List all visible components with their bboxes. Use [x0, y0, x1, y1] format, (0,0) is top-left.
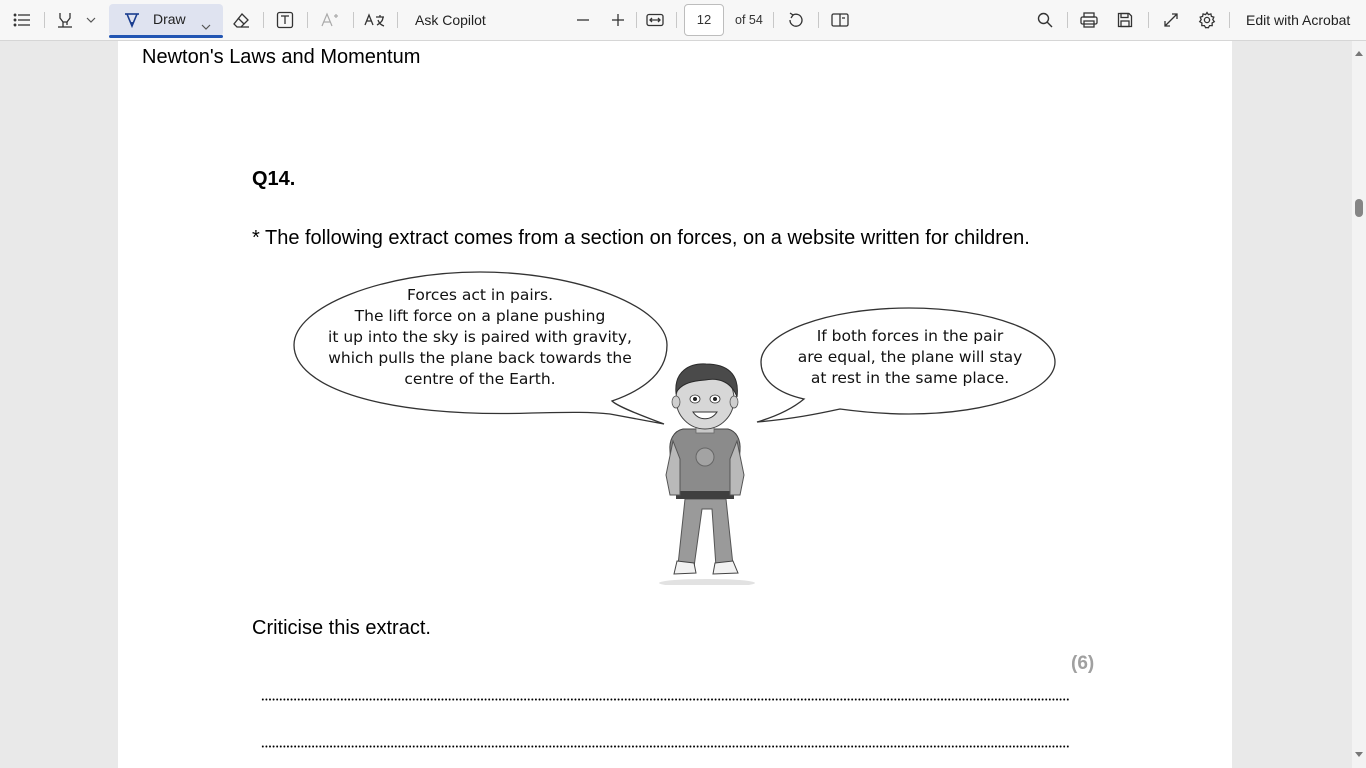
- left-bubble-text: Forces act in pairs. The lift force on a plane pushing it up into the sky is paired with gravity, which pulls the plane back towards the centre of the Earth.: [328, 286, 632, 388]
- right-bubble-text: If both forces in the pair are equal, the plane will stay at rest in the same place.: [797, 327, 1023, 387]
- expand-icon[interactable]: [1160, 0, 1182, 40]
- page-number-input[interactable]: 12: [684, 4, 724, 36]
- gear-icon[interactable]: [1196, 0, 1218, 40]
- text-box-icon[interactable]: [274, 0, 296, 40]
- search-icon[interactable]: [1034, 0, 1056, 40]
- draw-active-indicator: [109, 35, 223, 38]
- edit-with-acrobat-button[interactable]: Edit with Acrobat: [1246, 12, 1351, 28]
- ask-copilot-button[interactable]: Ask Copilot: [415, 12, 486, 28]
- print-icon[interactable]: [1078, 0, 1100, 40]
- draw-button[interactable]: [109, 4, 223, 36]
- translate-icon[interactable]: [363, 0, 387, 40]
- question-number: Q14.: [252, 168, 296, 190]
- zoom-in-button[interactable]: [607, 0, 629, 40]
- answer-line: [261, 698, 1069, 701]
- boy-character: [659, 364, 755, 585]
- question-prompt: Criticise this extract.: [252, 617, 431, 639]
- page-view-icon[interactable]: [829, 0, 851, 40]
- highlighter-icon[interactable]: [54, 0, 76, 40]
- zoom-out-button[interactable]: [572, 0, 594, 40]
- scroll-down-icon: [1354, 751, 1364, 759]
- answer-line: [261, 745, 1069, 748]
- document-viewer[interactable]: [0, 41, 1366, 768]
- pdf-toolbar: [0, 0, 1366, 41]
- table-of-contents-icon[interactable]: [10, 0, 34, 40]
- draw-label: Draw: [153, 11, 186, 27]
- pen-icon: [123, 11, 141, 34]
- page-header-title: Newton's Laws and Momentum: [142, 46, 421, 68]
- chevron-down-icon[interactable]: [201, 17, 211, 35]
- scroll-thumb[interactable]: [1355, 199, 1363, 217]
- save-icon[interactable]: [1114, 0, 1136, 40]
- rotate-icon[interactable]: [785, 0, 807, 40]
- page-total-label: of 54: [735, 13, 763, 27]
- scroll-up-icon: [1354, 49, 1364, 57]
- fit-width-icon[interactable]: [644, 0, 666, 40]
- question-text: * The following extract comes from a section on forces, on a website written for children.: [252, 227, 1030, 249]
- eraser-icon[interactable]: [230, 0, 252, 40]
- chevron-down-icon[interactable]: [84, 0, 98, 40]
- pdf-page: [118, 41, 1232, 768]
- marks-label: (6): [1071, 653, 1095, 674]
- forces-illustration: [292, 269, 1058, 585]
- vertical-scrollbar[interactable]: [1352, 41, 1366, 768]
- read-aloud-icon[interactable]: [318, 0, 342, 40]
